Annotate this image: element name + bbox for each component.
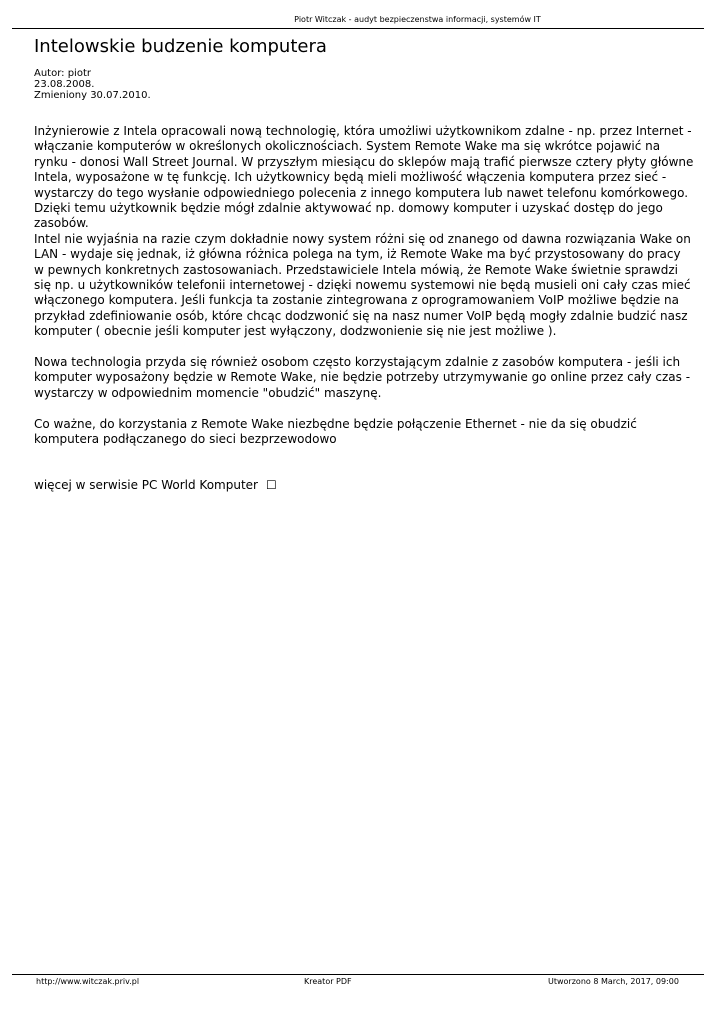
site-header-text: Piotr Witczak - audyt bezpieczenstwa informacji, systemów IT [294, 15, 541, 24]
footer-url: http://www.witczak.priv.pl [36, 977, 140, 986]
article-paragraph: Intel nie wyjaśnia na razie czym dokładnie nowy system różni się od znanego od dawna rozwiązania Wake on LAN - wydaje się jednak, iż główna różnica polega na tym, iż Remote Wake ma być przystosowany do pracy w pewnych konkretnych zastosowaniach. Przedstawiciele Intela mówią, że Remote Wake świetnie sprawdzi się np. u użytkowników telefonii internetowej - dzięki nowemu systemowi nie będą musieli oni cały czas mieć włączonego komputera. Jeśli funkcja ta zostanie zintegrowana z oprogramowaniem VoIP możliwe będzie na przykład zdefiniowanie osób, które chcąc dodzwonić się na nasz numer VoIP będą mogły zdalnie budzić nasz komputer ( obecnie jeśli komputer jest wyłączony, dodzwonienie się nie jest możliwe ). [34, 231, 691, 339]
footer-generator: Kreator PDF [304, 977, 352, 986]
article-title: Intelowskie budzenie komputera [34, 36, 327, 57]
author-line: Autor: piotr [34, 68, 91, 79]
modified-date: Zmieniony 30.07.2010. [34, 90, 151, 101]
article-paragraph: Inżynierowie z Intela opracowali nową technologię, która umożliwi użytkownikom zdalne - np. przez Internet - włączanie komputerów w określonych okolicznościach. System Remote Wake ma się wkrótce pojawić na rynku - donosi Wall Street Journal. W przyszłym miesiącu do sklepów mają trafić pierwsze cztery płyty główne Intela, wyposażone w tę funkcję. Ich użytkownicy będą mieli możliwość włączenia komputera przez sieć - wystarczy do tego wysłanie odpowiedniego polecenia z innego komputera lub nawet telefonu komórkowego. Dzięki temu użytkownik będzie mógł zdalnie aktywować np. domowy komputer i uzyskać dostęp do jego zasobów. [34, 124, 694, 231]
article-meta [34, 68, 151, 101]
page-header [0, 14, 725, 26]
footer-created-date: Utworzono 8 March, 2017, 09:00 [548, 977, 679, 986]
more-link-label[interactable]: więcej w serwisie PC World Komputer [34, 478, 258, 492]
publish-date: 23.08.2008. [34, 79, 95, 90]
more-link[interactable] [34, 478, 277, 493]
article-body [34, 124, 694, 463]
article-paragraph: Co ważne, do korzystania z Remote Wake niezbędne będzie połączenie Ethernet - nie da się obudzić komputera podłączanego do sieci bezprzewodowo [34, 416, 637, 447]
article-paragraph: Nowa technologia przyda się również osobom często korzystającym zdalnie z zasobów komputera - jeśli ich komputer wyposażony będzie w Remote Wake, nie będzie potrzeby utrzymywanie go online przez cały czas - wystarczy w odpowiednim momencie "obudzić" maszynę. [34, 355, 691, 400]
header-divider [12, 28, 704, 29]
footer-divider [12, 974, 704, 975]
checkbox-icon: ☐ [265, 478, 277, 492]
